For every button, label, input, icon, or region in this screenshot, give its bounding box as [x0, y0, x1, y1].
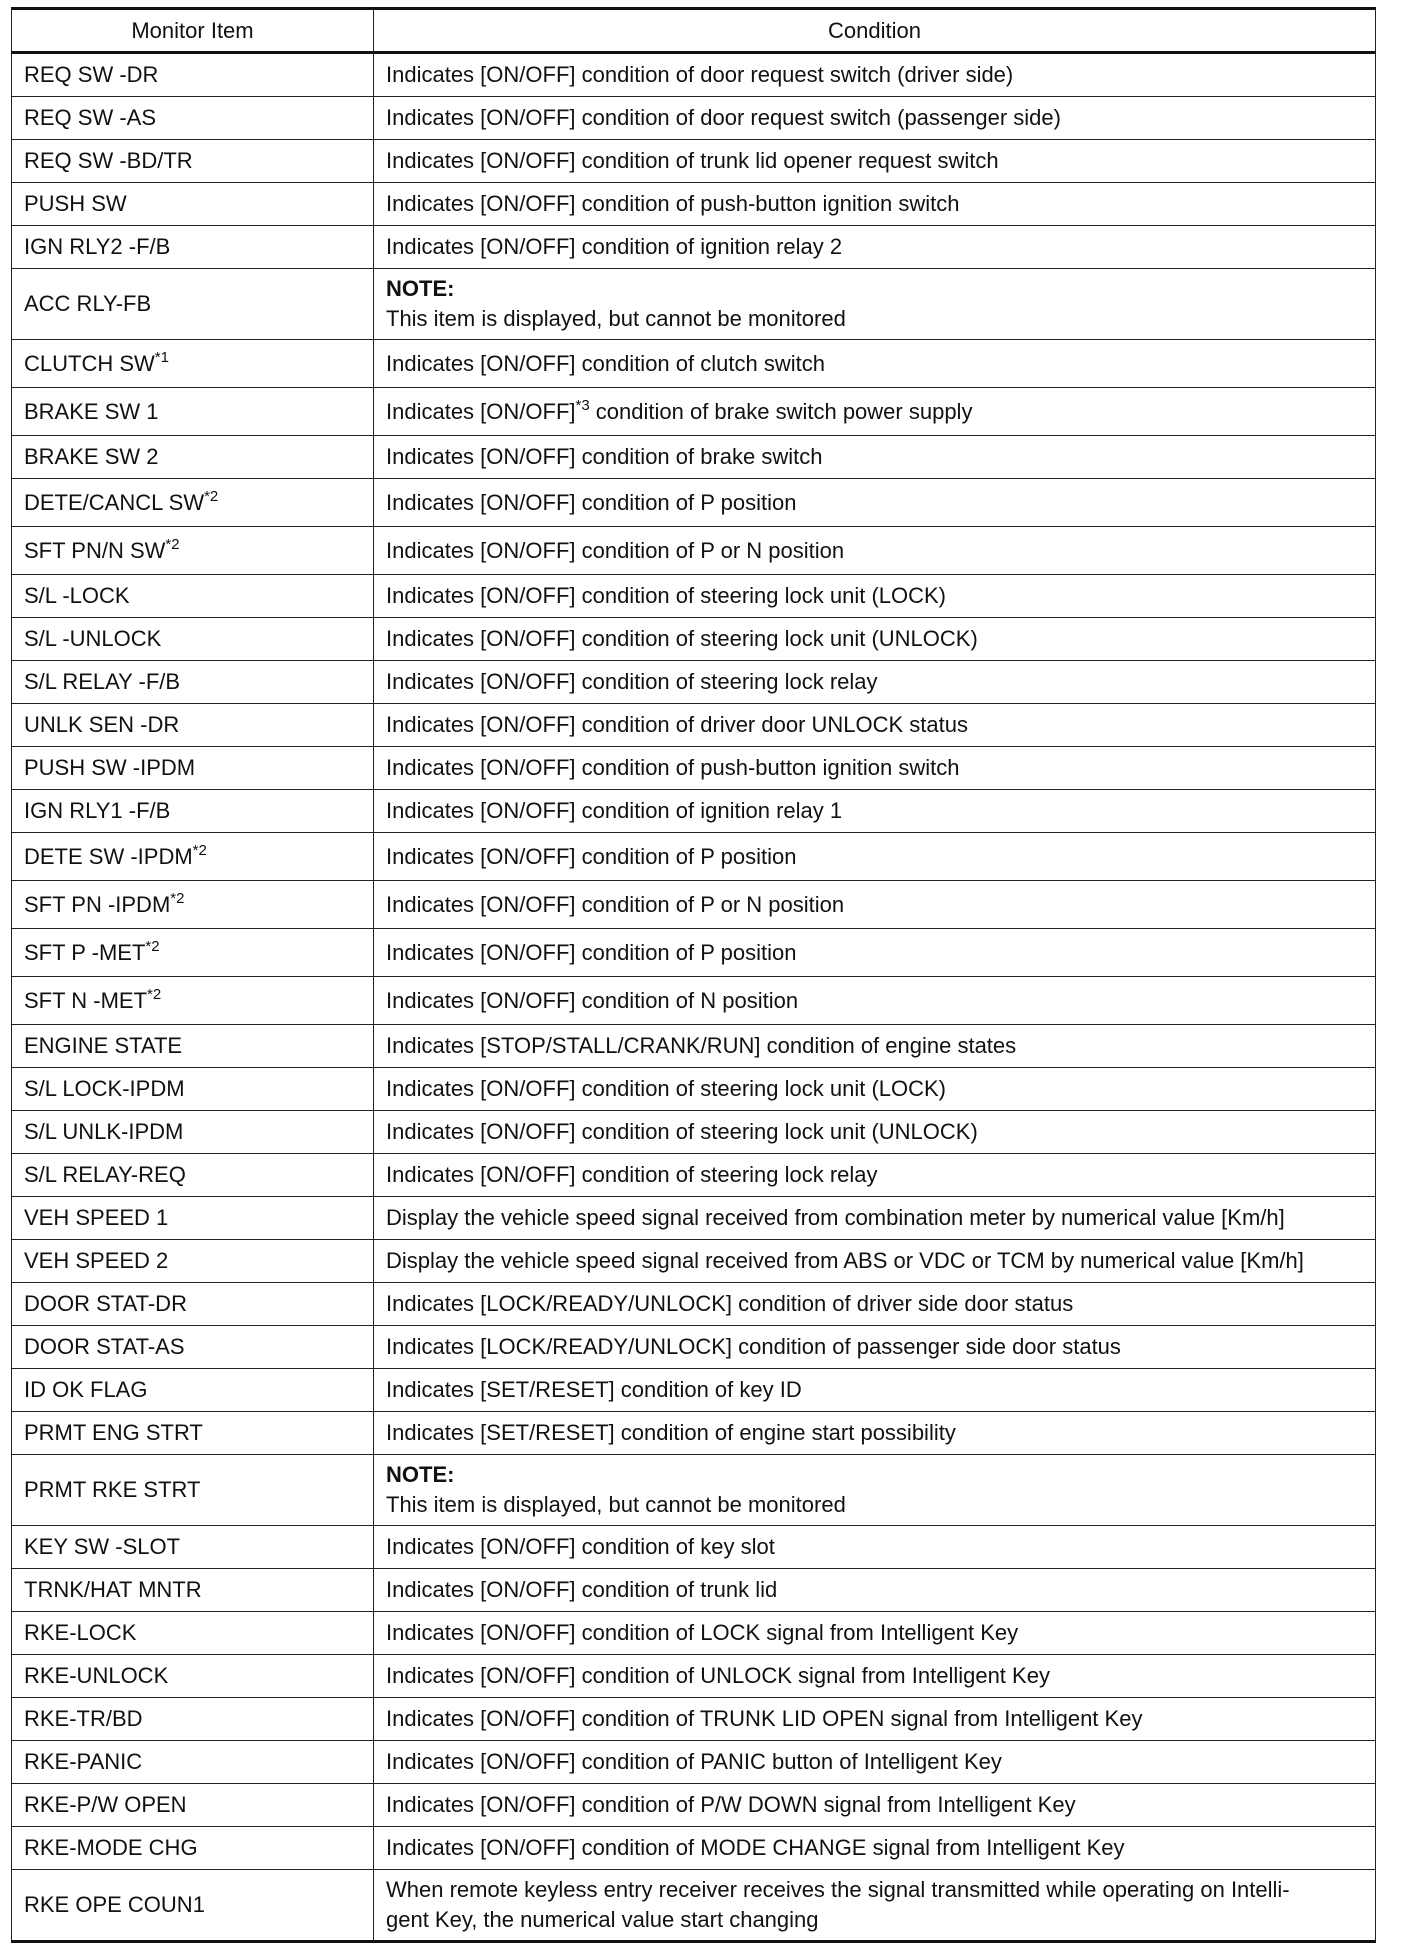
condition-cell [374, 53, 1376, 97]
monitor-item-cell [12, 436, 374, 479]
monitor-item-cell [12, 1197, 374, 1240]
condition-cell [374, 1240, 1376, 1283]
table-row [12, 1412, 1376, 1455]
table-row [12, 1827, 1376, 1870]
monitor-item-text: SFT PN -IPDM [24, 891, 171, 917]
condition-text: Indicates [ON/OFF] condition of steering lock relay [386, 1162, 878, 1187]
condition-text: Indicates [ON/OFF] condition of trunk lid [386, 1577, 778, 1602]
table-row [12, 183, 1376, 226]
monitor-item-text: S/L -UNLOCK [24, 626, 162, 651]
table-row [12, 661, 1376, 704]
note-text: This item is displayed, but cannot be monitored [386, 306, 846, 331]
condition-text: Indicates [ON/OFF] condition of brake switch [386, 444, 823, 469]
condition-text: Display the vehicle speed signal received from ABS or VDC or TCM by numerical value [Km/h] [386, 1248, 1304, 1273]
table-row [12, 479, 1376, 527]
condition-text: Indicates [ON/OFF] condition of LOCK signal from Intelligent Key [386, 1620, 1019, 1645]
monitor-item-text: RKE-LOCK [24, 1620, 137, 1645]
monitor-item-cell [12, 575, 374, 618]
condition-text: Indicates [ON/OFF] condition of clutch switch [386, 350, 825, 376]
table-row [12, 704, 1376, 747]
monitor-item-text: SFT N -MET [24, 987, 148, 1013]
table-row [12, 618, 1376, 661]
condition-cell [374, 1870, 1376, 1942]
note-text: This item is displayed, but cannot be monitored [386, 1492, 846, 1517]
condition-text: Indicates [STOP/STALL/CRANK/RUN] condition of engine states [386, 1033, 1017, 1058]
monitor-item-cell [12, 661, 374, 704]
table-row [12, 1698, 1376, 1741]
monitor-item-cell [12, 618, 374, 661]
monitor-item-text: PRMT ENG STRT [24, 1420, 203, 1445]
footnote-mark: *2 [170, 889, 185, 907]
monitor-item-cell [12, 833, 374, 881]
footnote-mark: *2 [165, 535, 180, 553]
table-row [12, 575, 1376, 618]
condition-text: Indicates [ON/OFF] condition of ignition relay 1 [386, 798, 843, 823]
condition-cell [374, 1154, 1376, 1197]
monitor-item-cell [12, 1827, 374, 1870]
condition-text: Indicates [ON/OFF] condition of P position [386, 843, 797, 869]
monitor-item-cell [12, 1612, 374, 1655]
monitor-item-text: ENGINE STATE [24, 1033, 183, 1058]
table-row [12, 1197, 1376, 1240]
condition-text: Indicates [ON/OFF] condition of door request switch (driver side) [386, 62, 1014, 87]
monitor-item-text: REQ SW -AS [24, 105, 157, 130]
monitor-item-text: ID OK FLAG [24, 1377, 148, 1402]
monitor-item-text: REQ SW -BD/TR [24, 148, 193, 173]
table-row [12, 1283, 1376, 1326]
condition-cell [374, 183, 1376, 226]
monitor-item-text: RKE-MODE CHG [24, 1835, 198, 1860]
condition-cell [374, 1526, 1376, 1569]
table-row [12, 929, 1376, 977]
monitor-item-cell [12, 1655, 374, 1698]
monitor-item-text: S/L RELAY -F/B [24, 669, 181, 694]
monitor-item-cell [12, 269, 374, 340]
table-row [12, 140, 1376, 183]
condition-cell [374, 1698, 1376, 1741]
condition-text: Indicates [ON/OFF] condition of P/W DOWN signal from Intelligent Key [386, 1792, 1076, 1817]
condition-cell [374, 833, 1376, 881]
condition-cell [374, 340, 1376, 388]
table-row [12, 1784, 1376, 1827]
condition-text: Indicates [SET/RESET] condition of key ID [386, 1377, 802, 1402]
condition-text: Display the vehicle speed signal received from combination meter by numerical value [Km/h] [386, 1205, 1285, 1230]
table-row [12, 1870, 1376, 1942]
monitor-item-cell [12, 1526, 374, 1569]
condition-text: Indicates [LOCK/READY/UNLOCK] condition of driver side door status [386, 1291, 1074, 1316]
monitor-item-cell [12, 97, 374, 140]
footnote-mark: *3 [575, 396, 590, 414]
condition-text: Indicates [ON/OFF] condition of P or N position [386, 537, 845, 563]
condition-cell [374, 1025, 1376, 1068]
condition-text: Indicates [ON/OFF] condition of steering lock unit (LOCK) [386, 1076, 947, 1101]
condition-cell [374, 575, 1376, 618]
condition-cell [374, 618, 1376, 661]
monitor-item-cell [12, 881, 374, 929]
condition-text: Indicates [ON/OFF] condition of trunk lid opener request switch [386, 148, 999, 173]
monitor-item-cell [12, 1283, 374, 1326]
monitor-item-text: PUSH SW [24, 191, 127, 216]
table-row [12, 1111, 1376, 1154]
monitor-item-cell [12, 140, 374, 183]
condition-cell [374, 1784, 1376, 1827]
monitor-item-text: ACC RLY-FB [24, 291, 152, 316]
table-row [12, 53, 1376, 97]
table-body [12, 53, 1376, 1942]
condition-text-line: gent Key, the numerical value start changing [386, 1907, 819, 1932]
monitor-item-cell [12, 1569, 374, 1612]
condition-text: Indicates [ON/OFF] condition of door request switch (passenger side) [386, 105, 1061, 130]
monitor-item-text: RKE-PANIC [24, 1749, 143, 1774]
monitor-item-cell [12, 53, 374, 97]
monitor-item-cell [12, 527, 374, 575]
condition-cell [374, 226, 1376, 269]
condition-text: Indicates [ON/OFF] condition of steering lock relay [386, 669, 878, 694]
monitor-item-text: RKE OPE COUN1 [24, 1892, 205, 1917]
monitor-item-text: CLUTCH SW [24, 350, 155, 376]
table-header-row [12, 9, 1376, 53]
condition-text: Indicates [ON/OFF] condition of push-button ignition switch [386, 755, 960, 780]
condition-text: Indicates [ON/OFF] condition of steering lock unit (UNLOCK) [386, 1119, 978, 1144]
monitor-item-cell [12, 479, 374, 527]
monitor-item-text: SFT PN/N SW [24, 537, 166, 563]
condition-cell [374, 527, 1376, 575]
condition-cell [374, 1068, 1376, 1111]
condition-cell [374, 1412, 1376, 1455]
table-row [12, 1612, 1376, 1655]
footnote-mark: *2 [147, 985, 162, 1003]
table-row [12, 226, 1376, 269]
monitor-item-text: DETE/CANCL SW [24, 489, 205, 515]
table-row [12, 269, 1376, 340]
monitor-item-text: DOOR STAT-AS [24, 1334, 185, 1359]
table-row [12, 1369, 1376, 1412]
table-row [12, 833, 1376, 881]
table-row [12, 977, 1376, 1025]
monitor-item-cell [12, 1698, 374, 1741]
monitor-item-text: UNLK SEN -DR [24, 712, 180, 737]
table-row [12, 340, 1376, 388]
monitor-item-text: RKE-TR/BD [24, 1706, 143, 1731]
condition-text: Indicates [ON/OFF] condition of push-button ignition switch [386, 191, 960, 216]
monitor-item-cell [12, 1369, 374, 1412]
condition-text: Indicates [ON/OFF] condition of steering lock unit (LOCK) [386, 583, 947, 608]
monitor-item-cell [12, 977, 374, 1025]
table-row [12, 436, 1376, 479]
monitor-item-text: S/L UNLK-IPDM [24, 1119, 184, 1144]
monitor-item-text: S/L RELAY-REQ [24, 1162, 186, 1187]
condition-text: Indicates [ON/OFF] [386, 398, 576, 424]
condition-cell [374, 704, 1376, 747]
monitor-item-text: BRAKE SW 1 [24, 398, 159, 424]
monitor-item-cell [12, 704, 374, 747]
table-row [12, 1741, 1376, 1784]
monitor-item-text: DOOR STAT-DR [24, 1291, 187, 1316]
condition-text: Indicates [ON/OFF] condition of P position [386, 939, 797, 965]
condition-text: Indicates [ON/OFF] condition of P or N position [386, 891, 845, 917]
condition-text: Indicates [SET/RESET] condition of engine start possibility [386, 1420, 956, 1445]
table-row [12, 1240, 1376, 1283]
condition-cell [374, 1655, 1376, 1698]
condition-cell [374, 1283, 1376, 1326]
condition-cell [374, 388, 1376, 436]
condition-text: Indicates [ON/OFF] condition of UNLOCK signal from Intelligent Key [386, 1663, 1050, 1688]
monitor-item-cell [12, 1741, 374, 1784]
monitor-item-cell [12, 1240, 374, 1283]
condition-text: Indicates [ON/OFF] condition of driver door UNLOCK status [386, 712, 969, 737]
monitor-item-text: VEH SPEED 1 [24, 1205, 169, 1230]
condition-cell [374, 661, 1376, 704]
condition-cell [374, 1569, 1376, 1612]
monitor-item-cell [12, 340, 374, 388]
footnote-mark: *1 [154, 348, 169, 366]
table-row [12, 388, 1376, 436]
monitor-item-text: BRAKE SW 2 [24, 444, 159, 469]
monitor-item-cell [12, 1870, 374, 1942]
monitor-item-text: RKE-UNLOCK [24, 1663, 169, 1688]
table-row [12, 1455, 1376, 1526]
table-row [12, 790, 1376, 833]
table-row [12, 527, 1376, 575]
condition-cell [374, 479, 1376, 527]
monitor-item-cell [12, 1326, 374, 1369]
table-row [12, 97, 1376, 140]
condition-cell [374, 1369, 1376, 1412]
condition-text: Indicates [ON/OFF] condition of N position [386, 987, 799, 1013]
monitor-item-cell [12, 1154, 374, 1197]
condition-cell [374, 881, 1376, 929]
condition-cell [374, 436, 1376, 479]
monitor-item-cell [12, 1068, 374, 1111]
footnote-mark: *2 [204, 487, 219, 505]
table-row [12, 1326, 1376, 1369]
condition-cell [374, 1455, 1376, 1526]
table-row [12, 1025, 1376, 1068]
note-label: NOTE: [386, 276, 455, 301]
monitor-item-text: IGN RLY2 -F/B [24, 234, 171, 259]
monitor-item-text: PRMT RKE STRT [24, 1477, 201, 1502]
condition-text: Indicates [ON/OFF] condition of key slot [386, 1534, 775, 1559]
monitor-item-cell [12, 747, 374, 790]
footnote-mark: *2 [192, 841, 207, 859]
condition-cell [374, 269, 1376, 340]
column-header-condition: Condition [374, 9, 1376, 53]
monitor-item-text: S/L -LOCK [24, 583, 130, 608]
condition-text: Indicates [LOCK/READY/UNLOCK] condition of passenger side door status [386, 1334, 1121, 1359]
monitor-item-text: REQ SW -DR [24, 62, 159, 87]
monitor-item-text: S/L LOCK-IPDM [24, 1076, 185, 1101]
condition-text: condition of brake switch power supply [589, 398, 973, 424]
monitor-item-table [11, 7, 1376, 1943]
monitor-item-cell [12, 1412, 374, 1455]
condition-cell [374, 1197, 1376, 1240]
condition-cell [374, 1326, 1376, 1369]
condition-cell [374, 1111, 1376, 1154]
monitor-item-cell [12, 388, 374, 436]
condition-text: Indicates [ON/OFF] condition of PANIC button of Intelligent Key [386, 1749, 1002, 1774]
monitor-item-cell [12, 183, 374, 226]
condition-text: Indicates [ON/OFF] condition of P position [386, 489, 797, 515]
table-row [12, 1526, 1376, 1569]
condition-cell [374, 929, 1376, 977]
column-header-monitor-item: Monitor Item [12, 9, 374, 53]
monitor-item-cell [12, 226, 374, 269]
monitor-item-cell [12, 1784, 374, 1827]
table-row [12, 1569, 1376, 1612]
condition-cell [374, 977, 1376, 1025]
table-row [12, 881, 1376, 929]
table-row [12, 747, 1376, 790]
monitor-item-cell [12, 1455, 374, 1526]
condition-cell [374, 140, 1376, 183]
monitor-item-cell [12, 790, 374, 833]
condition-cell [374, 1741, 1376, 1784]
condition-cell [374, 790, 1376, 833]
condition-cell [374, 1612, 1376, 1655]
footnote-mark: *2 [145, 937, 160, 955]
condition-text-line: When remote keyless entry receiver receives the signal transmitted while operating on Intelli- [386, 1877, 1290, 1902]
condition-cell [374, 747, 1376, 790]
table-row [12, 1655, 1376, 1698]
condition-text: Indicates [ON/OFF] condition of TRUNK LID OPEN signal from Intelligent Key [386, 1706, 1143, 1731]
monitor-item-cell [12, 1025, 374, 1068]
note-label: NOTE: [386, 1462, 455, 1487]
table-row [12, 1068, 1376, 1111]
condition-text: Indicates [ON/OFF] condition of MODE CHANGE signal from Intelligent Key [386, 1835, 1125, 1860]
monitor-item-text: KEY SW -SLOT [24, 1534, 181, 1559]
monitor-item-text: TRNK/HAT MNTR [24, 1577, 202, 1602]
condition-text: Indicates [ON/OFF] condition of ignition relay 2 [386, 234, 843, 259]
table-row [12, 1154, 1376, 1197]
condition-cell [374, 97, 1376, 140]
condition-text: Indicates [ON/OFF] condition of steering lock unit (UNLOCK) [386, 626, 978, 651]
monitor-item-text: IGN RLY1 -F/B [24, 798, 171, 823]
monitor-item-text: PUSH SW -IPDM [24, 755, 196, 780]
monitor-item-text: SFT P -MET [24, 939, 146, 965]
condition-cell [374, 1827, 1376, 1870]
monitor-item-cell [12, 1111, 374, 1154]
monitor-item-text: VEH SPEED 2 [24, 1248, 169, 1273]
monitor-item-text: RKE-P/W OPEN [24, 1792, 187, 1817]
monitor-item-cell [12, 929, 374, 977]
monitor-item-text: DETE SW -IPDM [24, 843, 193, 869]
